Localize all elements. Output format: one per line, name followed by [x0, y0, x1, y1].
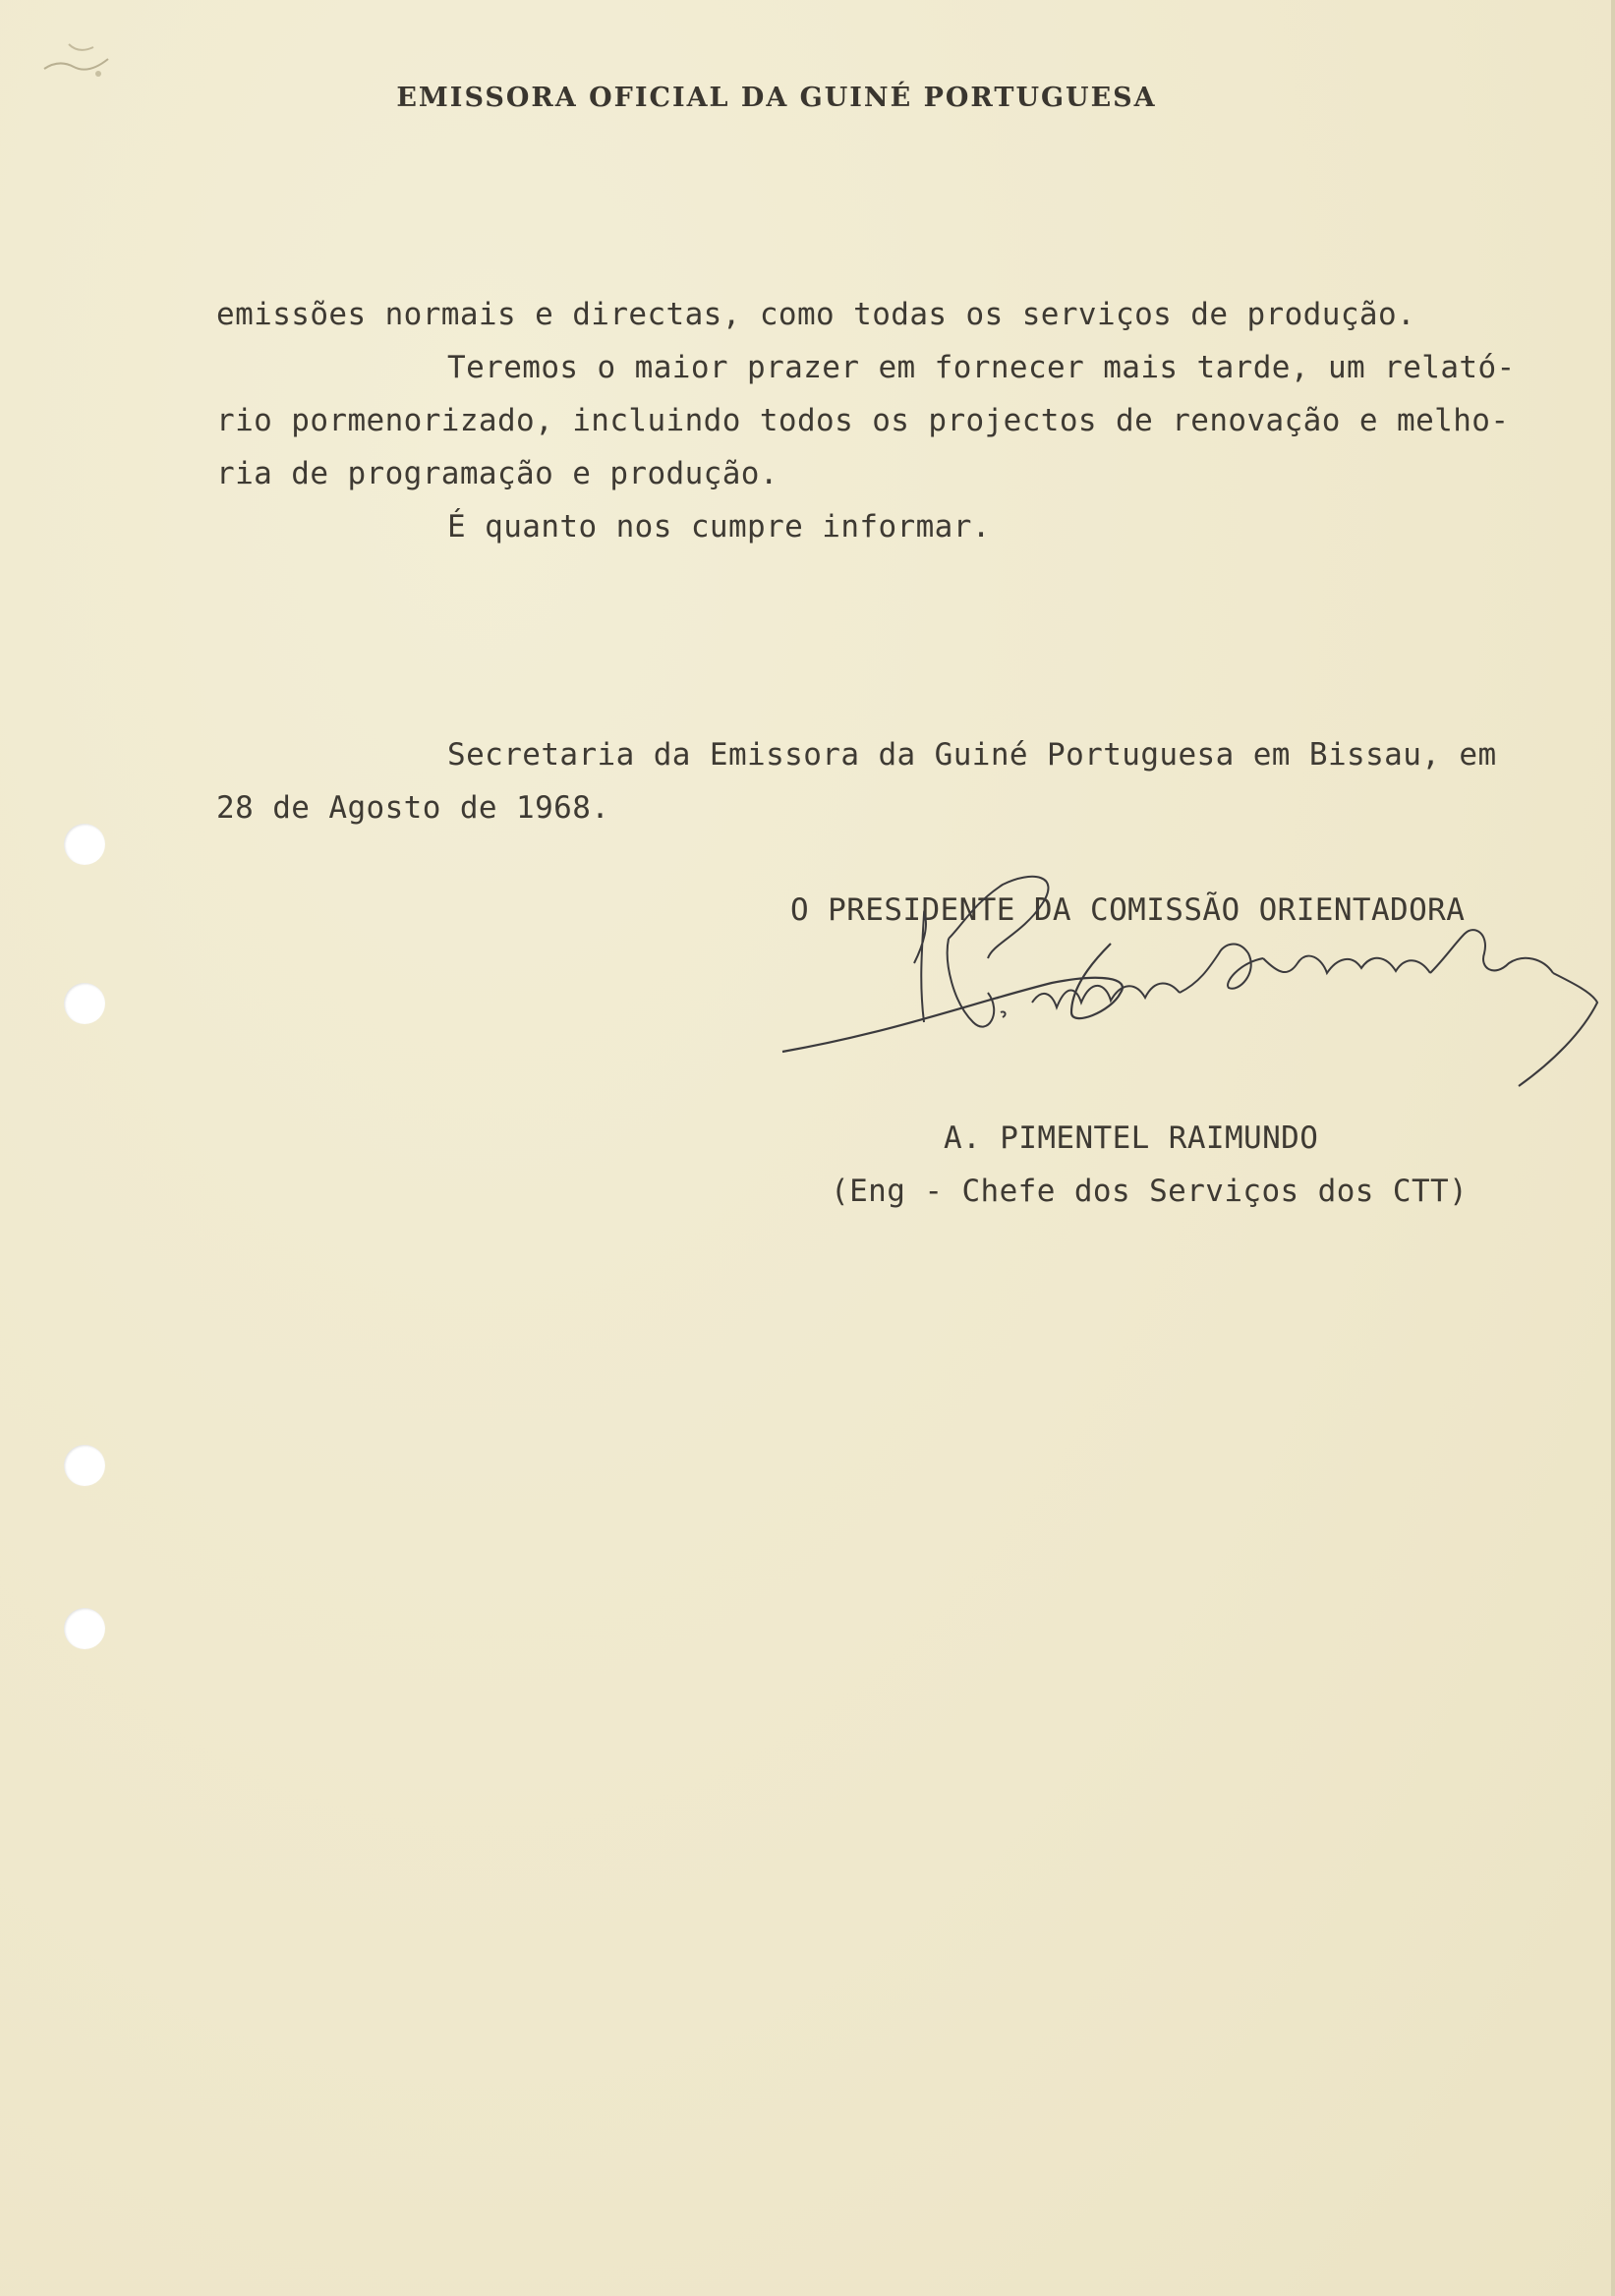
body-line-1: emissões normais e directas, como todas os serviços de produção.: [216, 297, 1416, 332]
handwritten-signature: [777, 865, 1602, 1101]
punch-hole-4: [64, 1608, 105, 1649]
body-line-4: ria de programação e produção.: [216, 456, 779, 491]
signatory-name: A. PIMENTEL RAIMUNDO: [944, 1120, 1319, 1156]
punch-hole-1: [64, 824, 105, 865]
body-line-3: rio pormenorizado, incluindo todos os projectos de renovação e melho-: [216, 403, 1510, 438]
letterhead-title: EMISSORA OFICIAL DA GUINÉ PORTUGUESA: [396, 83, 1157, 113]
body-line-5: É quanto nos cumpre informar.: [447, 509, 991, 545]
punch-hole-2: [64, 983, 105, 1024]
signatory-role: O PRESIDENTE DA COMISSÃO ORIENTADORA: [790, 892, 1466, 928]
paper-edge: [1611, 0, 1615, 2296]
closing-date: 28 de Agosto de 1968.: [216, 790, 610, 826]
signatory-title: (Eng - Chefe dos Serviços dos CTT): [831, 1174, 1469, 1209]
closing-line-1: Secretaria da Emissora da Guiné Portuguesa em Bissau, em: [447, 737, 1497, 773]
body-line-2: Teremos o maior prazer em fornecer mais tarde, um relató-: [447, 350, 1516, 385]
punch-hole-3: [64, 1445, 105, 1486]
corner-wear-mark: [39, 29, 128, 88]
